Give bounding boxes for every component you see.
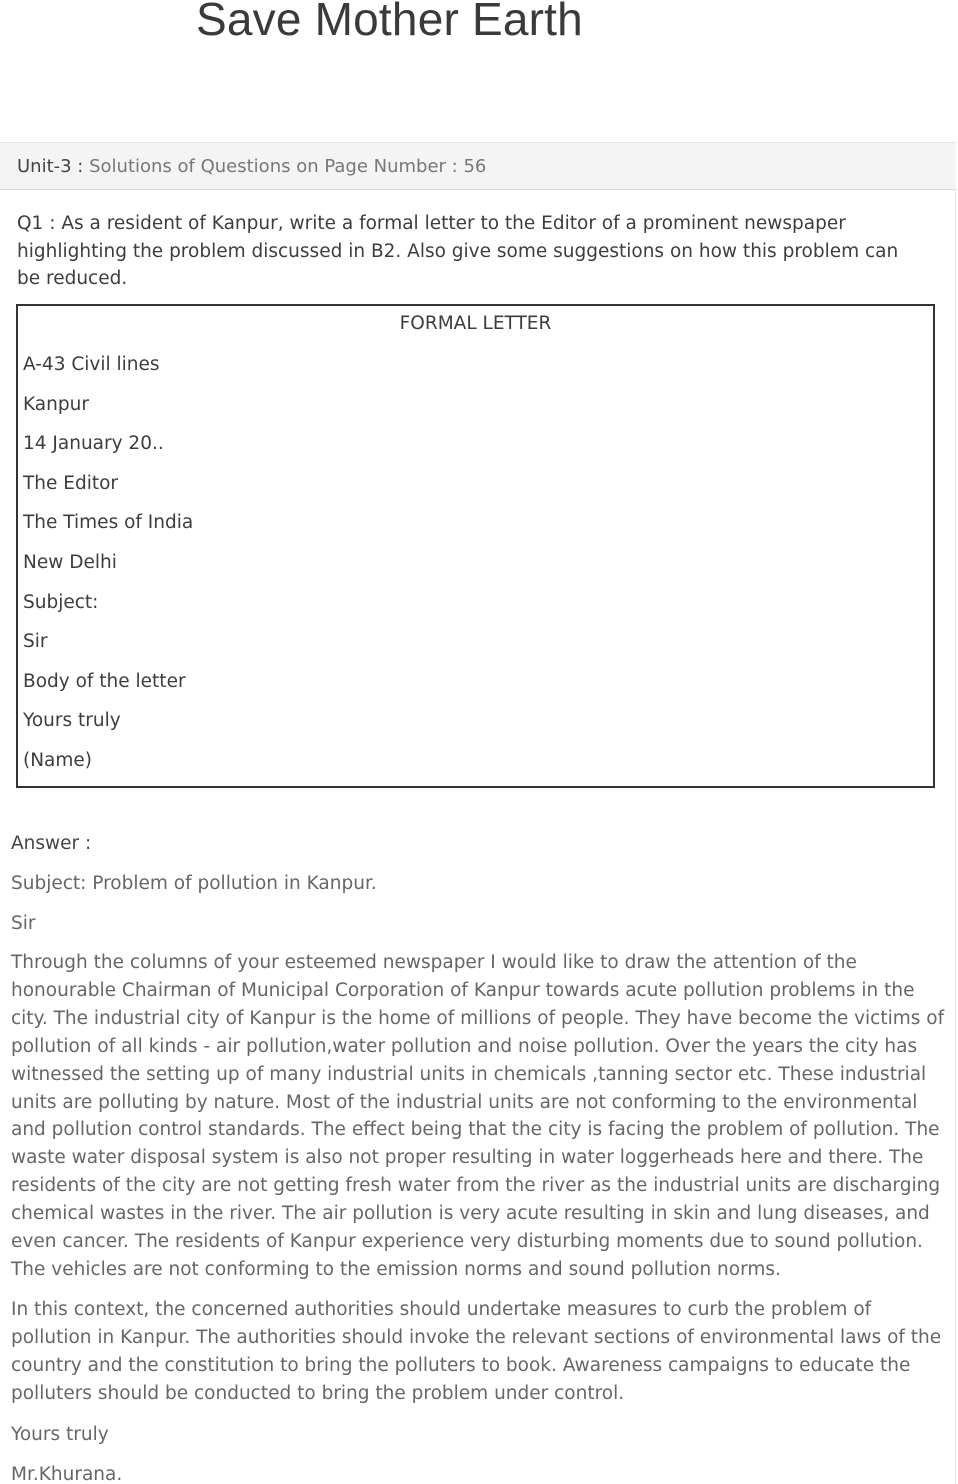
site-title: Save Mother Earth [196,0,583,45]
letter-format-line-recipient-city: New Delhi [23,551,117,573]
letter-format-line-closing: Yours truly [23,710,121,732]
unit-header-bar [0,142,956,190]
formal-letter-format-box [16,304,935,788]
answer-salutation: Sir [11,913,36,934]
answer-closing: Yours truly [11,1423,109,1445]
letter-format-line-body: Body of the letter [23,670,186,692]
answer-signature: Mr.Khurana. [11,1463,123,1484]
letter-format-heading: FORMAL LETTER [399,313,552,334]
letter-format-line-name: (Name) [23,749,93,771]
answer-section [11,829,951,1484]
unit-label: Unit-3 : [17,155,84,177]
answer-subject: Subject: Problem of pollution in Kanpur. [11,873,377,894]
answer-paragraph: In this context, the concerned authorities should undertake measures to curb the problem of pollution in Kanpur. The authorities should invoke the relevant sections of environmental laws of the country and the constitution to bring the polluters to book. Awareness campaigns to educate the polluters should be conducted to bring the problem under control. [11,1298,942,1404]
letter-format-line-city: Kanpur [23,393,89,415]
letter-format-line-recipient: The Editor [23,472,119,494]
letter-format-line-date: 14 January 20.. [23,433,164,455]
question-text: Q1 : As a resident of Kanpur, write a formal letter to the Editor of a prominent newspaper highlighting the problem discussed in B2. Also give some suggestions on how this problem can be reduced. [17,213,899,289]
answer-label: Answer : [11,833,92,854]
answer-paragraph: Through the columns of your esteemed newspaper I would like to draw the attention of the honourable Chairman of Municipal Corporation of Kanpur towards acute pollution problems in the city. The industrial city of Kanpur is the home of millions of people. They have become the victims of pollution of all kinds - air pollution,water pollution and noise pollution. Over the years the city has witnessed the setting up of many industrial units in chemicals ,tanning sector etc. These industrial units are polluting by nature. Most of the industrial units are not conforming to the environmental and pollution control standards. The effect being that the city is facing the problem of pollution. The waste water disposal system is also not proper resulting in water loggerheads here and there. The residents of the city are not getting fresh water from the river as the industrial units are discharging chemical wastes in the river. The air pollution is very acute resulting in skin and lung diseases, and even cancer. The residents of Kanpur experience very disturbing moments due to sound pollution. The vehicles are not conforming to the emission norms and sound pollution norms. [11,952,945,1280]
unit-description: Solutions of Questions on Page Number : 56 [83,155,487,177]
letter-format-line-subject: Subject: [23,591,99,613]
letter-format-line-salutation: Sir [23,631,48,653]
letter-format-line-address: A-43 Civil lines [23,354,160,375]
letter-format-line-newspaper: The Times of India [23,512,194,534]
